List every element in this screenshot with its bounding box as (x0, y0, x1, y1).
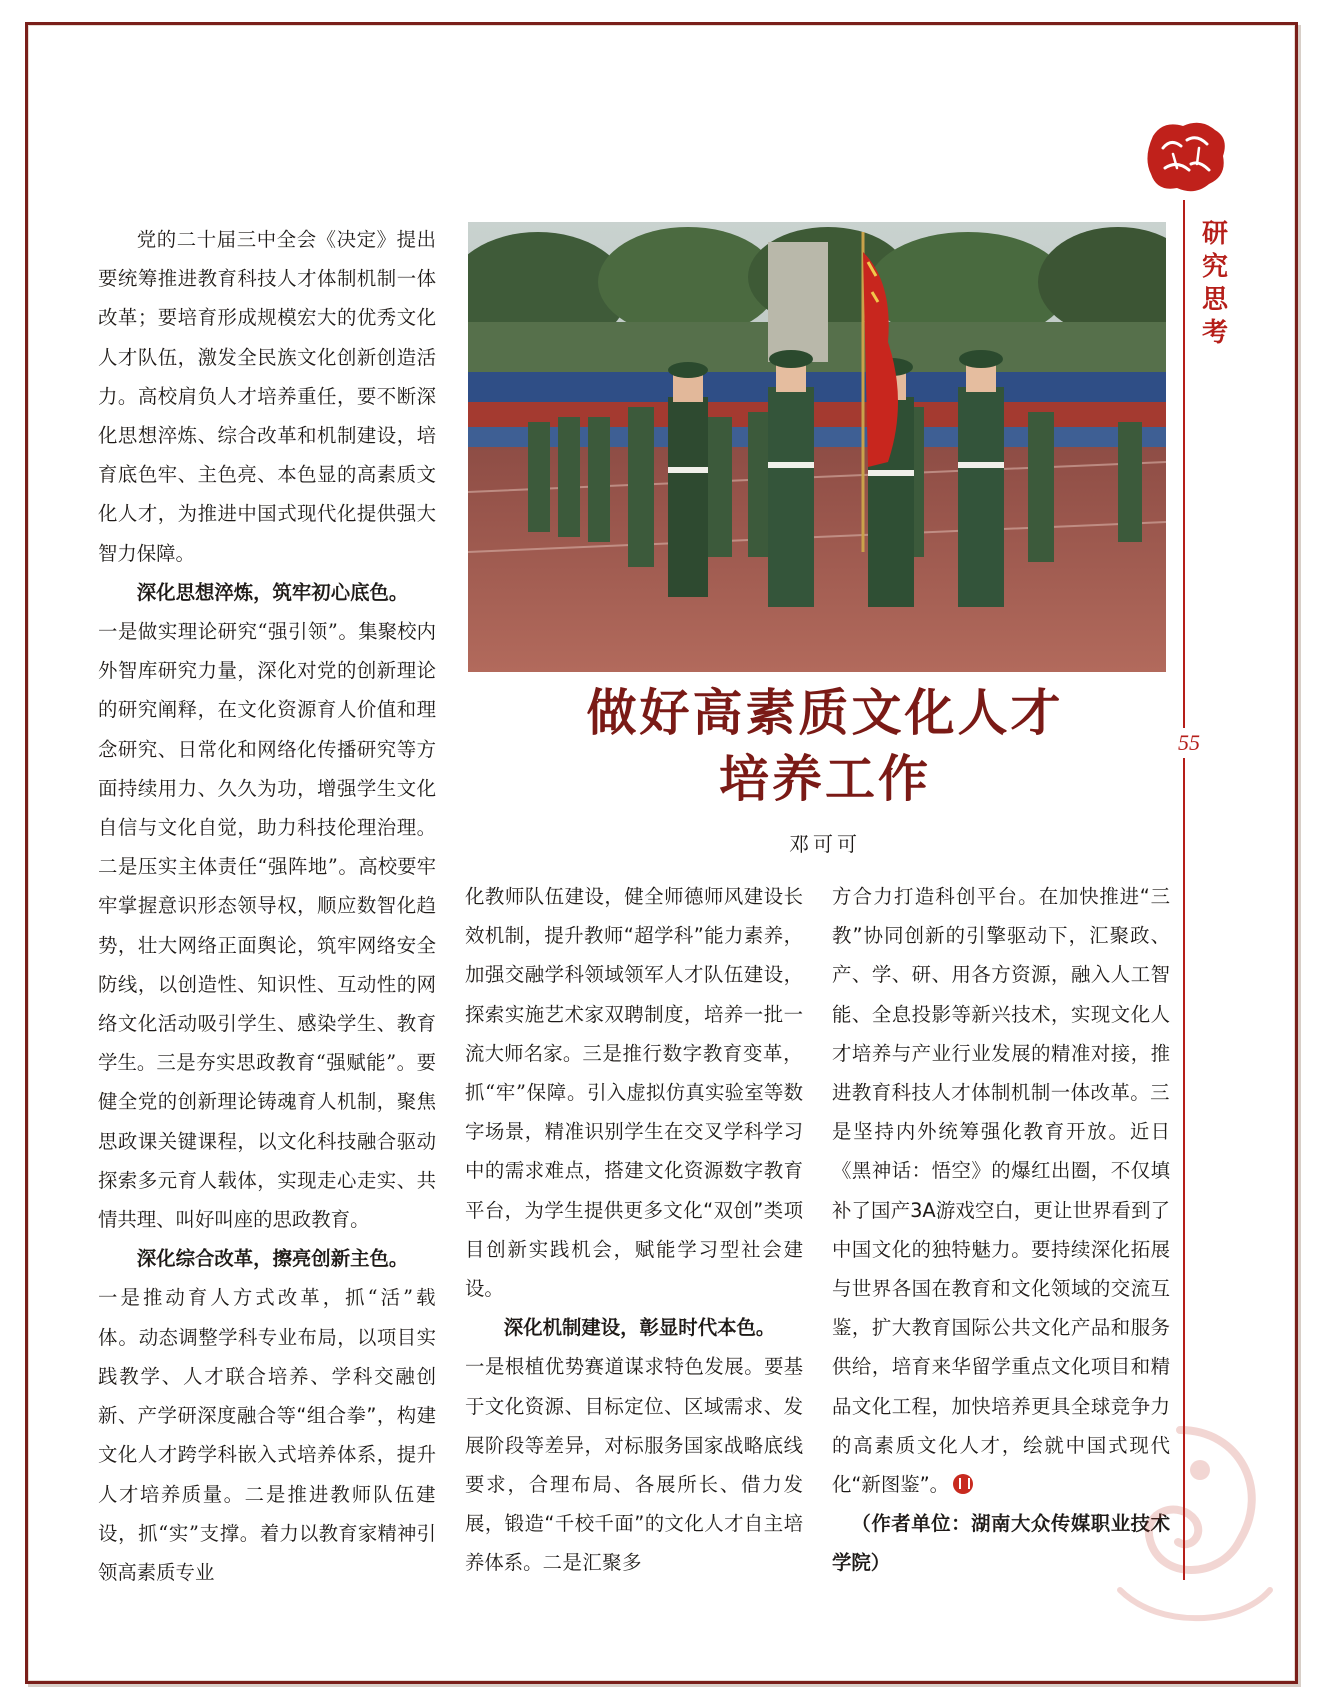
point-lead: 一是做实理论研究“强引领”。 (98, 620, 359, 644)
point-lead: 三是推行数字教育变革，抓“牢”保障。 (465, 1041, 804, 1105)
paragraph (98, 1278, 436, 1592)
point-text: 高校要牢牢掌握意识形态领导权，顺应数智化趋势，壮大网络正面舆论，筑牢网络安全防线，以创造性、知识性、互动性的网络文化活动吸引学生、感染学生、教育学生。 (98, 855, 437, 1075)
magazine-logo (1143, 118, 1229, 198)
paragraph: 党的二十届三中全会《决定》提出要统筹推进教育科技人才体制机制一体改革；要培育形成规模宏大的优秀文化人才队伍，激发全民族文化创新创造活力。高校肩负人才培养重任，要不断深化思想淬炼、综合改革和机制建设，培育底色牢、主色亮、本色显的高素质文化人才，为推进中国式现代化提供强大智力保障。 (98, 228, 436, 565)
point-text: 在加快推进“三教”协同创新的引擎驱动下，汇聚政、产、学、研、用各方资源，融入人工智能、全息投影等新兴技术，实现文化人才培养与产业行业发展的精准对接，推进教育科技人才体制机制一体改革。 (832, 885, 1171, 1105)
section-heading: 深化机制建设，彰显时代本色。 (503, 1316, 776, 1340)
article-title (530, 680, 1120, 812)
point-text: 着力以教育家精神引领高素质专业 (98, 1521, 437, 1584)
paragraph (465, 877, 803, 1308)
section-heading: 深化综合改革，擦亮创新主色。 (136, 1247, 409, 1271)
point-text: 动态调整学科专业布局，以项目实践教学、人才联合培养、学科交融创新、产学研深度融合等“组合拳”，构建文化人才跨学科嵌入式培养体系，提升人才培养质量。 (98, 1325, 437, 1506)
paragraph (465, 1347, 803, 1582)
text-column-1 (98, 220, 436, 1592)
section-tag: 研究思考 (1201, 219, 1228, 348)
author-affiliation: （作者单位：湖南大众传媒职业技术学院） (832, 1512, 1170, 1575)
paragraph (98, 612, 436, 1239)
point-lead: 二是汇聚多 (542, 1551, 643, 1575)
honor-guard-photo (468, 222, 1166, 672)
end-mark-icon (953, 1474, 973, 1494)
point-text: 引入虚拟仿真实验室等数字场景，精准识别学生在交叉学科学习中的需求难点，搭建文化资源数字教育平台，为学生提供更多文化“双创”类项目创新实践机会，赋能学习型社会建设。 (465, 1081, 804, 1301)
point-text: 近日《黑神话：悟空》的爆红出圈，不仅填补了国产3A游戏空白，更让世界看到了中国文化的独特魅力。要持续深化拓展与世界各国在教育和文化领域的交流互鉴，扩大教育国际公共文化产品和服务供给，培育来华留学重点文化项目和精品文化工程，加快培养更具全球竞争力的高素质文化人才，绘就中国式现代化“新图鉴”。 (832, 1120, 1171, 1497)
point-lead: 二是压实主体责任“强阵地”。 (98, 855, 359, 879)
point-text: 要基于文化资源、目标定位、区域需求、发展阶段等差异，对标服务国家战略底线要求，合理布局、各展所长、借力发展，锻造“千校千面”的文化人才自主培养体系。 (465, 1355, 804, 1575)
point-lead: 三是夯实思政教育“强赋能”。 (156, 1051, 417, 1075)
point-text: 化教师队伍建设，健全师德师风建设长效机制，提升教师“超学科”能力素养，加强交融学科领域领军人才队伍建设，探索实施艺术家双聘制度，培养一批一流大师名家。 (465, 885, 803, 1065)
page-number: 55 (1176, 728, 1202, 758)
point-lead: 一是推动育人方式改革，抓“活”载体。 (98, 1286, 436, 1349)
side-rule (1183, 200, 1185, 1580)
point-lead: 二是推进教师队伍建设，抓“实”支撑。 (98, 1482, 437, 1545)
point-lead: 一是根植优势赛道谋求特色发展。 (465, 1355, 765, 1379)
text-column-2 (465, 877, 803, 1583)
point-text: 要健全党的创新理论铸魂育人机制，聚焦思政课关键课程，以文化科技融合驱动探索多元育人载体，实现走心走实、共情共理、叫好叫座的思政教育。 (98, 1051, 437, 1232)
title-line-1: 做好高素质文化人才 (586, 683, 1064, 742)
point-lead: 方合力打造科创平台。 (832, 885, 1039, 908)
title-line-2: 培养工作 (719, 749, 931, 808)
section-heading: 深化思想淬炼，筑牢初心底色。 (136, 580, 409, 604)
author-name: 邓可可 (789, 832, 861, 856)
point-text: 集聚校内外智库研究力量，深化对党的创新理论的研究阐释，在文化资源育人价值和理念研究、日常化和网络化传播研究等方面持续用力、久久为功，增强学生文化自信与文化自觉，助力科技伦理治理。 (98, 620, 437, 840)
dragon-watermark-icon (1080, 1410, 1280, 1640)
point-lead: 三是坚持内外统筹强化教育开放。 (832, 1081, 1170, 1144)
